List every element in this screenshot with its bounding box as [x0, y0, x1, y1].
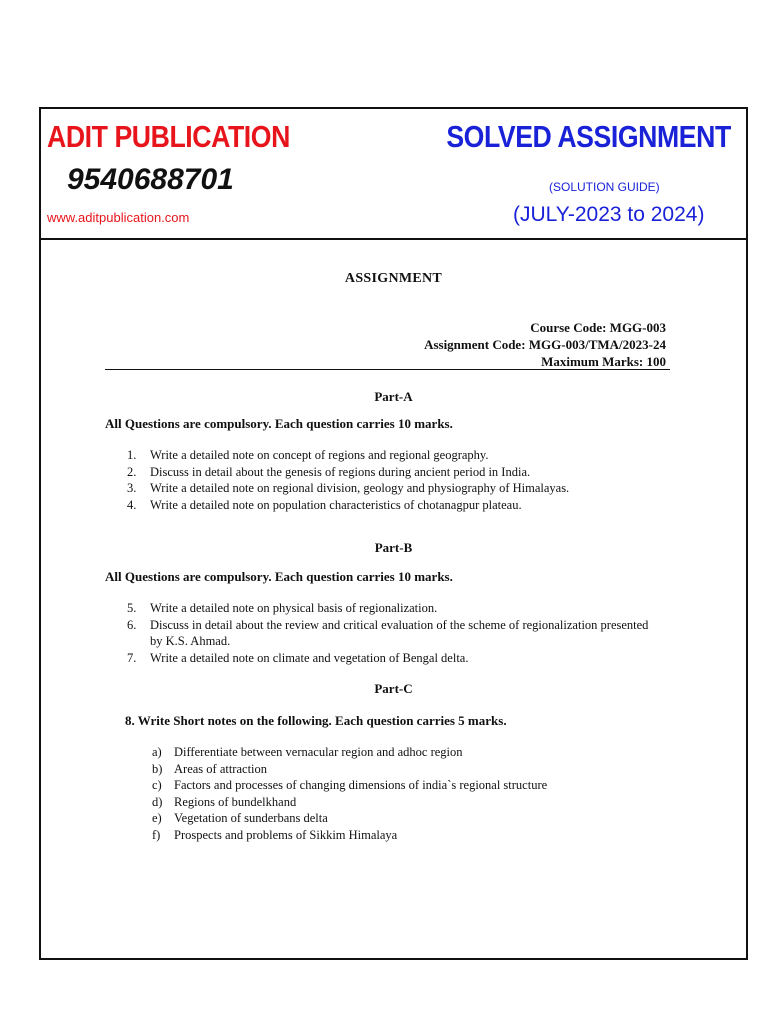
course-code: Course Code: MGG-003: [530, 320, 666, 335]
assignment-codes: [424, 319, 666, 370]
assignment-title: ASSIGNMENT: [344, 271, 443, 286]
header-divider: [105, 369, 670, 370]
publisher-header: [41, 109, 746, 240]
part-b-title: Part-B: [374, 540, 413, 555]
part-c-short-notes: [152, 744, 547, 843]
publisher-name: ADIT PUBLICATION: [47, 119, 290, 154]
solution-guide-label: (SOLUTION GUIDE): [549, 180, 660, 194]
list-item: c) Factors and processes of changing dimensions of india`s regional structure: [152, 778, 548, 792]
list-item: e) Vegetation of sunderbans delta: [152, 811, 328, 825]
list-item: f) Prospects and problems of Sikkim Himalaya: [152, 827, 398, 842]
part-b-questions: [127, 600, 650, 666]
list-item: a) Differentiate between vernacular region and adhoc region: [152, 745, 463, 759]
session-label: (JULY-2023 to 2024): [513, 203, 705, 226]
list-item: 6. Discuss in detail about the review and critical evaluation of the scheme of regionalization presented by K.S. Ahmad.: [127, 617, 649, 648]
list-item: 5. Write a detailed note on physical basis of regionalization.: [127, 601, 438, 615]
part-a-title: Part-A: [374, 389, 413, 404]
list-item: 4. Write a detailed note on population characteristics of chotanagpur plateau.: [127, 497, 522, 512]
publisher-phone: 9540688701: [67, 163, 234, 196]
list-item: 2. Discuss in detail about the genesis of regions during ancient period in India.: [127, 464, 531, 479]
part-a-questions: [127, 447, 569, 513]
publisher-website: www.aditpublication.com: [47, 210, 190, 225]
part-a-instruction: All Questions are compulsory. Each question carries 10 marks.: [105, 416, 453, 431]
list-item: 3. Write a detailed note on regional division, geology and physiography of Himalayas.: [127, 481, 570, 495]
solved-assignment-badge: SOLVED ASSIGNMENT: [446, 119, 731, 154]
list-item: b) Areas of attraction: [152, 761, 268, 776]
document-frame: [39, 107, 748, 960]
part-c-title: Part-C: [374, 681, 413, 696]
list-item: 1. Write a detailed note on concept of regions and regional geography.: [127, 448, 489, 462]
list-item: 7. Write a detailed note on climate and vegetation of Bengal delta.: [127, 650, 469, 665]
assignment-code: Assignment Code: MGG-003/TMA/2023-24: [424, 337, 666, 352]
part-b-instruction: All Questions are compulsory. Each question carries 10 marks.: [105, 569, 453, 584]
part-c-instruction: 8. Write Short notes on the following. Each question carries 5 marks.: [125, 713, 507, 728]
list-item: d) Regions of bundelkhand: [152, 794, 297, 809]
maximum-marks: Maximum Marks: 100: [541, 354, 666, 369]
